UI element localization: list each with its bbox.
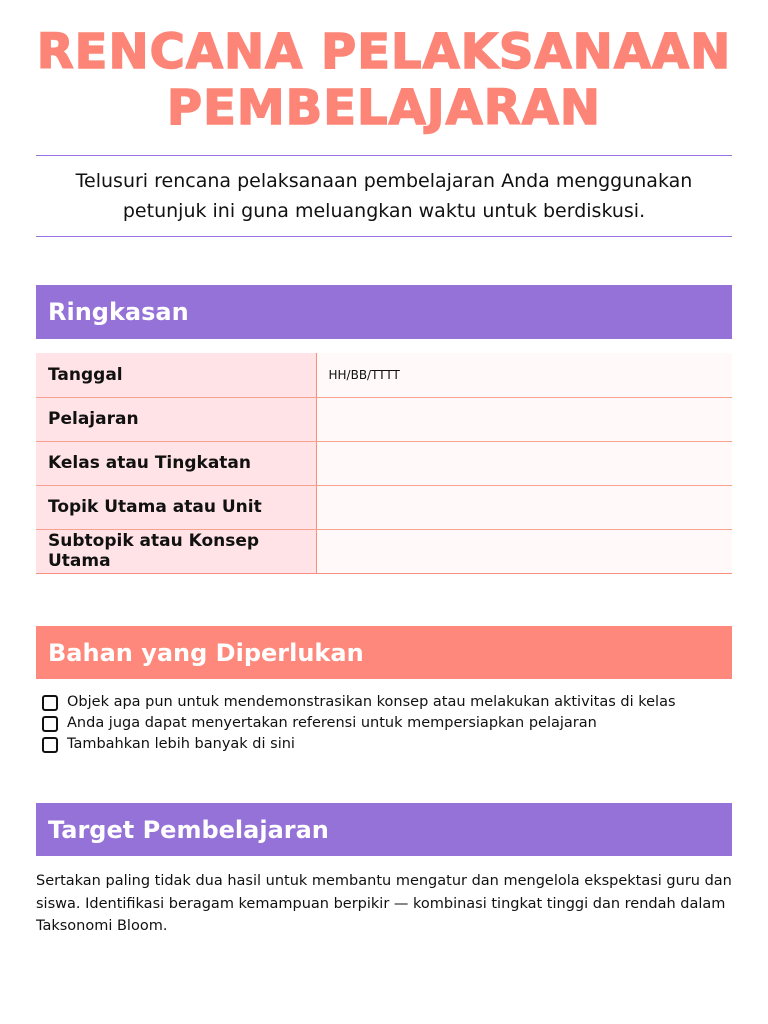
row-label: Kelas atau Tingkatan (36, 441, 316, 485)
row-value[interactable] (316, 485, 732, 529)
checklist-text: Anda juga dapat menyertakan referensi untuk mempersiapkan pelajaran (67, 715, 597, 731)
row-label: Pelajaran (36, 397, 316, 441)
table-row (36, 353, 732, 397)
row-label: Tanggal (36, 353, 316, 397)
divider-top (36, 155, 732, 156)
targets-heading: Target Pembelajaran (36, 803, 732, 856)
checklist-item (42, 713, 676, 734)
checklist-item (42, 692, 676, 713)
checkbox-icon[interactable] (42, 716, 58, 732)
table-row (36, 529, 732, 573)
row-label: Topik Utama atau Unit (36, 485, 316, 529)
row-value[interactable] (316, 529, 732, 573)
checkbox-icon[interactable] (42, 737, 58, 753)
intro-text: Telusuri rencana pelaksanaan pembelajaran Anda menggunakan petunjuk ini guna meluangkan waktu untuk berdiskusi. (75, 170, 693, 222)
title-line-1: RENCANA PELAKSANAAN (36, 24, 732, 80)
page-title (0, 24, 768, 136)
row-value[interactable] (316, 441, 732, 485)
checklist-text: Objek apa pun untuk mendemonstrasikan konsep atau melakukan aktivitas di kelas (67, 694, 676, 710)
table-row (36, 485, 732, 529)
title-line-2: PEMBELAJARAN (166, 80, 602, 136)
materials-checklist (42, 692, 676, 755)
summary-heading: Ringkasan (36, 285, 732, 339)
checklist-text: Tambahkan lebih banyak di sini (67, 736, 295, 752)
table-row (36, 397, 732, 441)
divider-bottom (36, 236, 732, 237)
row-value[interactable]: HH/BB/TTTT (316, 353, 732, 397)
checkbox-icon[interactable] (42, 695, 58, 711)
materials-heading: Bahan yang Diperlukan (36, 626, 732, 679)
table-row (36, 441, 732, 485)
row-label: Subtopik atau Konsep Utama (36, 529, 316, 573)
summary-table (36, 353, 732, 574)
targets-text: Sertakan paling tidak dua hasil untuk membantu mengatur dan mengelola ekspektasi guru dan siswa. Identifikasi beragam kemampuan berpikir — kombinasi tingkat tinggi dan rendah dalam Taksonomi Bloom. (36, 873, 732, 934)
checklist-item (42, 734, 676, 755)
row-value[interactable] (316, 397, 732, 441)
